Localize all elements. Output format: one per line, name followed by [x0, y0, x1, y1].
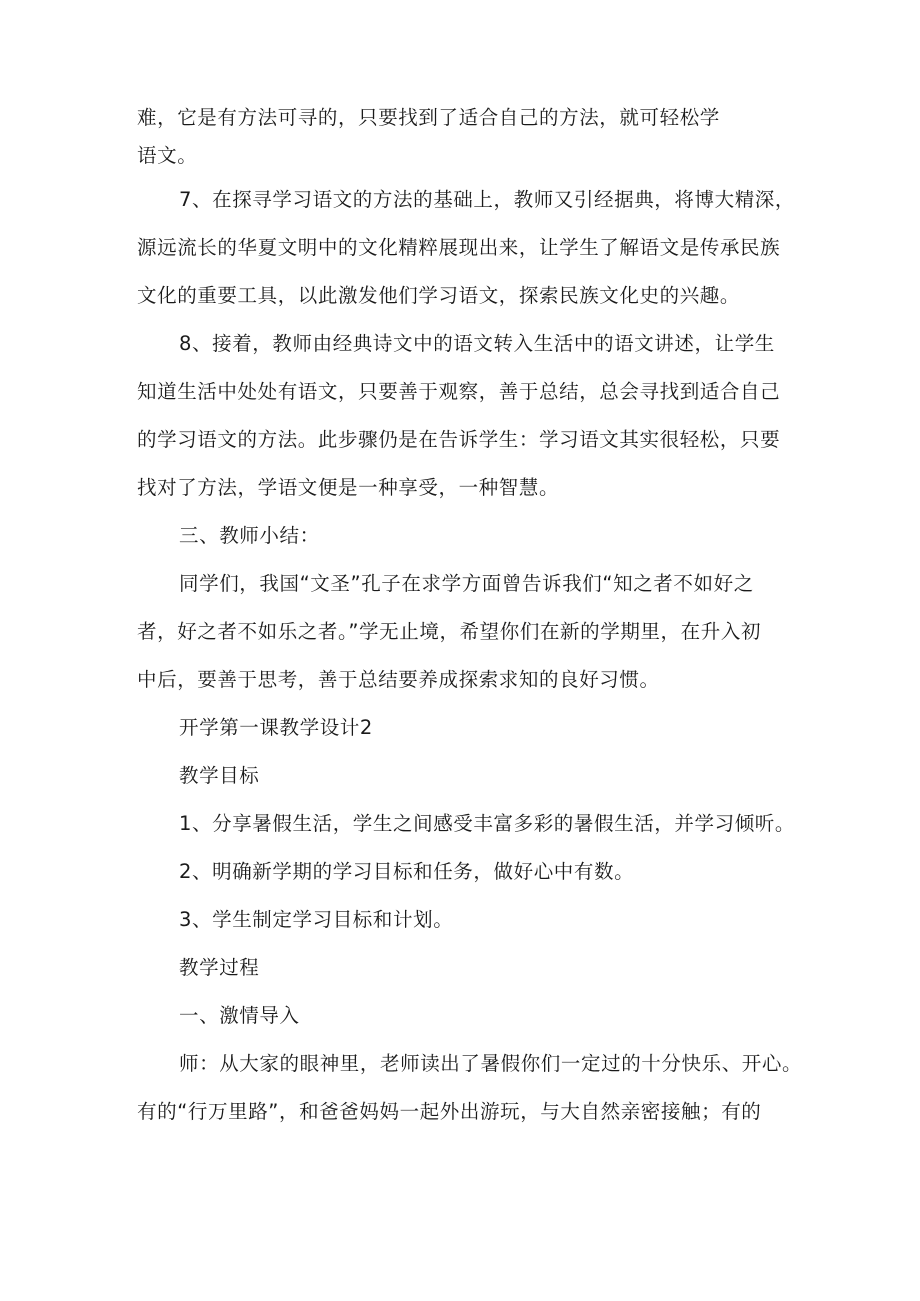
text-line-5: 文化的重要工具，以此激发他们学习语文，探索民族文化史的兴趣。	[137, 284, 741, 307]
text-line-9: 找对了方法，学语文便是一种享受，一种智慧。	[137, 476, 560, 499]
text-line-11: 同学们，我国“文圣”孔子在求学方面曾告诉我们“知之者不如好之	[179, 572, 754, 595]
text-line-4: 源远流长的华夏文明中的文化精粹展现出来，让学生了解语文是传承民族	[137, 236, 781, 259]
goal-item-2: 2、明确新学期的学习目标和任务，做好心中有数。	[179, 860, 635, 883]
goal-item-3: 3、学生制定学习目标和计划。	[179, 908, 454, 931]
text-line-3: 7、在探寻学习语文的方法的基础上，教师又引经据典，将博大精深，	[179, 188, 796, 211]
text-line-1: 难，它是有方法可寻的，只要找到了适合自己的方法，就可轻松学	[137, 106, 720, 129]
text-line-8: 的学习语文的方法。此步骤仍是在告诉学生：学习语文其实很轻松，只要	[137, 428, 781, 451]
text-line-6: 8、接着，教师由经典诗文中的语文转入生活中的语文讲述，让学生	[179, 332, 775, 355]
section-title-lesson-2: 开学第一课教学设计2	[179, 716, 373, 739]
goal-item-1: 1、分享暑假生活，学生之间感受丰富多彩的暑假生活，并学习倾听。	[179, 812, 796, 835]
heading-intro: 一、激情导入	[179, 1004, 300, 1027]
heading-teaching-process: 教学过程	[179, 956, 260, 979]
text-line-2: 语文。	[137, 144, 198, 167]
text-line-13: 中后，要善于思考，善于总结要养成探索求知的良好习惯。	[137, 668, 660, 691]
section-heading-summary: 三、教师小结：	[179, 524, 320, 547]
text-line-22: 有的“行万里路”，和爸爸妈妈一起外出游玩，与大自然亲密接触；有的	[137, 1100, 762, 1123]
text-line-12: 者，好之者不如乐之者。”学无止境，希望你们在新的学期里，在升入初	[137, 620, 762, 643]
text-line-7: 知道生活中处处有语文，只要善于观察，善于总结，总会寻找到适合自己	[137, 380, 781, 403]
heading-teaching-goals: 教学目标	[179, 764, 260, 787]
text-line-21: 师：从大家的眼神里，老师读出了暑假你们一定过的十分快乐、开心。	[179, 1052, 803, 1075]
